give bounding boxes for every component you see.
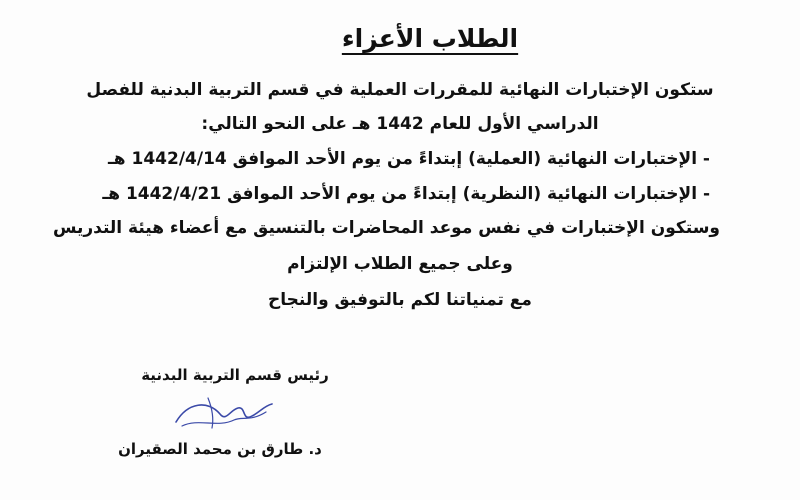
body-line-5: وستكون الإختبارات في نفس موعد المحاضرات بالتنسيق مع أعضاء هيئة التدريس (52, 218, 720, 238)
body-line-4: - الإختبارات النهائية (النظرية) إبتداءً من يوم الأحد الموافق 1442/4/21 هـ (102, 184, 710, 204)
handwritten-signature (168, 392, 278, 434)
body-line-1: ستكون الإختبارات النهائية للمقررات العملية في قسم التربية البدنية للفصل (86, 80, 714, 100)
body-line-7: مع تمنياتنا لكم بالتوفيق والنجاح (268, 290, 532, 310)
body-line-3: - الإختبارات النهائية (العملية) إبتداءً من يوم الأحد الموافق 1442/4/14 هـ (107, 149, 710, 169)
page-title: الطلاب الأعزاء (341, 24, 519, 53)
body-line-6: وعلى جميع الطلاب الإلتزام (287, 254, 513, 274)
body-line-2: الدراسي الأول للعام 1442 هـ على النحو التالي: (201, 114, 599, 134)
signatory-name: د. طارق بن محمد الصقيران (118, 440, 322, 458)
signatory-title: رئيس قسم التربية البدنية (141, 366, 329, 384)
